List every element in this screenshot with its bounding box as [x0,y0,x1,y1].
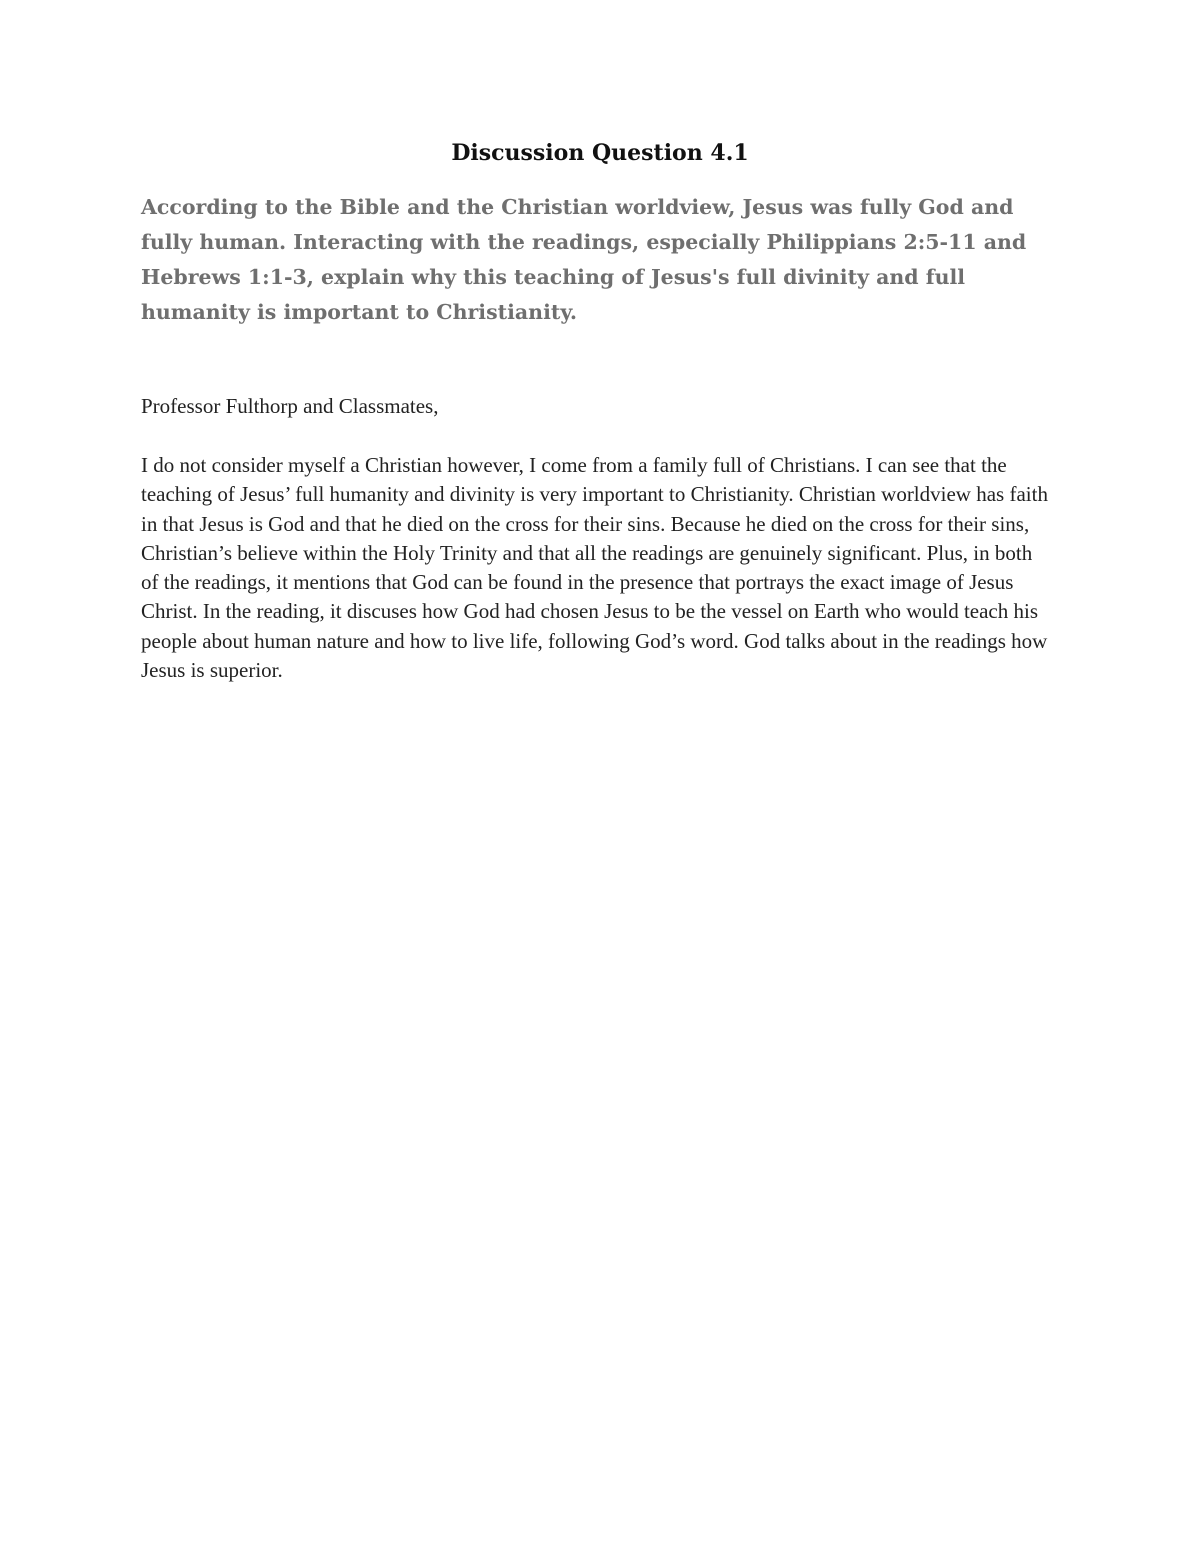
page-title: Discussion Question 4.1 [451,140,749,166]
response-paragraph: I do not consider myself a Christian however, I come from a family full of Christians. I can see that the teaching of Jesus’ full humanity and divinity is very important to Christianity. Christian worldview has faith in that Jesus is God and that he died on the cross for their sins. Because he died on the cross for their sins, Christian’s believe within the Holy Trinity and that all the readings are genuinely significant. Plus, in both of the readings, it mentions that God can be found in the presence that portrays the exact image of Jesus Christ. In the reading, it discuses how God had chosen Jesus to be the vessel on Earth who would teach his people about human nature and how to live life, following God’s word. God talks about in the readings how Jesus is superior. [141,453,1048,683]
discussion-prompt: According to the Bible and the Christian worldview, Jesus was fully God and fully human. Interacting with the readings, especially Philippians 2:5-11 and Hebrews 1:1-3, explain why this teaching of Jesus's full divinity and full humanity is important to Christianity. [141,195,1027,324]
salutation: Professor Fulthorp and Classmates, [141,394,439,418]
